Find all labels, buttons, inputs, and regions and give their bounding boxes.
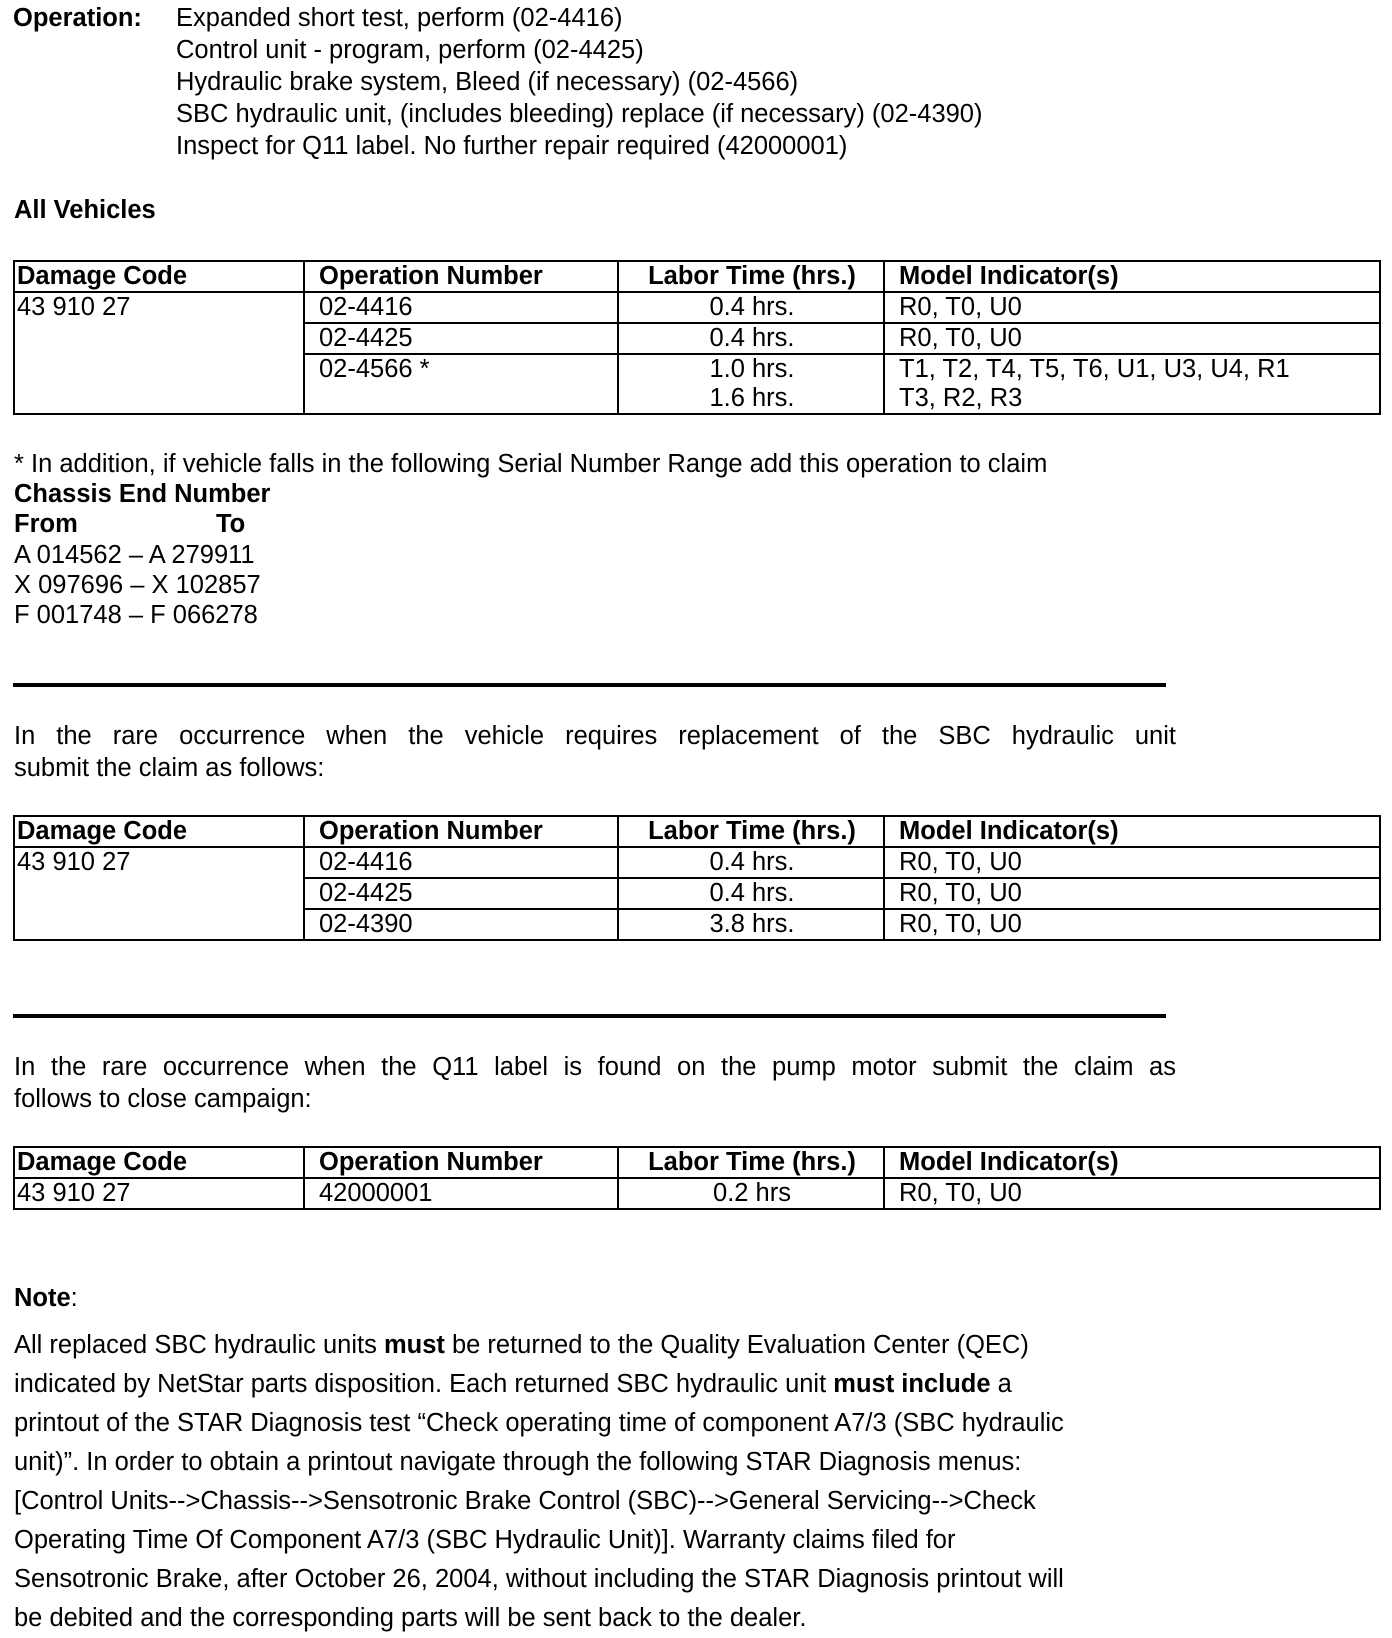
note-heading — [14, 1282, 78, 1314]
note-emphasis: must include — [833, 1370, 991, 1398]
labor-time-cell: 3.8 hrs. — [618, 909, 884, 940]
to-label: To — [216, 510, 246, 538]
header-model-indicators: Model Indicator(s) — [884, 261, 1380, 292]
table-row — [14, 1178, 1380, 1209]
table-row — [14, 847, 1380, 878]
header-damage-code: Damage Code — [14, 261, 304, 292]
labor-time-cell: 0.4 hrs. — [618, 292, 884, 323]
operation-label: Operation: — [13, 4, 142, 32]
note-text: indicated by NetStar parts disposition. Each returned SBC hydraulic unit — [14, 1370, 834, 1398]
model-indicators-value: T1, T2, T4, T5, T6, U1, U3, U4, R1 — [899, 355, 1290, 383]
paragraph-line: In the rare occurrence when the vehicle requires replacement of the SBC hydraulic unit — [14, 722, 1176, 750]
note-text: All replaced SBC hydraulic units — [14, 1331, 384, 1359]
serial-range: X 097696 – X 102857 — [14, 571, 261, 599]
model-indicators-cell: R0, T0, U0 — [884, 847, 1380, 878]
all-vehicles-heading: All Vehicles — [14, 196, 156, 224]
damage-code-cell: 43 910 27 — [14, 1178, 304, 1209]
note-text: be returned to the Quality Evaluation Center (QEC) — [444, 1331, 1029, 1359]
model-indicators-cell — [884, 354, 1380, 414]
header-labor-time: Labor Time (hrs.) — [618, 816, 884, 847]
header-operation-number: Operation Number — [304, 816, 618, 847]
labor-time-cell: 0.4 hrs. — [618, 847, 884, 878]
paragraph-line: submit the claim as follows: — [14, 754, 325, 782]
note-text: a — [990, 1370, 1012, 1398]
serial-range: A 014562 – A 279911 — [14, 541, 255, 569]
note-heading-colon: : — [70, 1284, 78, 1312]
model-indicators-cell: R0, T0, U0 — [884, 878, 1380, 909]
damage-code-cell: 43 910 27 — [14, 292, 304, 414]
paragraph-line: In the rare occurrence when the Q11 label is found on the pump motor submit the claim as — [14, 1053, 1176, 1081]
note-line — [14, 1326, 1194, 1365]
operation-number-cell: 02-4566 * — [304, 354, 618, 414]
header-labor-time: Labor Time (hrs.) — [618, 1147, 884, 1178]
q11-instructions — [14, 1051, 1176, 1115]
header-model-indicators: Model Indicator(s) — [884, 816, 1380, 847]
table-header-row — [14, 1147, 1380, 1178]
paragraph-line: follows to close campaign: — [14, 1085, 312, 1113]
claim-table-replacement — [13, 815, 1381, 941]
operation-item: Hydraulic brake system, Bleed (if necessary) (02-4566) — [176, 68, 799, 96]
from-label: From — [14, 510, 78, 538]
note-line: unit)”. In order to obtain a printout navigate through the following STAR Diagnosis menus: — [14, 1448, 1022, 1476]
section-divider — [13, 683, 1166, 687]
model-indicators-cell: R0, T0, U0 — [884, 1178, 1380, 1209]
serial-range-note: * In addition, if vehicle falls in the following Serial Number Range add this operation to claim — [14, 450, 1048, 478]
header-damage-code: Damage Code — [14, 816, 304, 847]
header-operation-number: Operation Number — [304, 261, 618, 292]
header-operation-number: Operation Number — [304, 1147, 618, 1178]
note-line — [14, 1365, 1194, 1404]
operation-number-cell: 02-4390 — [304, 909, 618, 940]
operation-item: Expanded short test, perform (02-4416) — [176, 4, 623, 32]
labor-time-cell: 0.4 hrs. — [618, 878, 884, 909]
operation-number-cell: 42000001 — [304, 1178, 618, 1209]
section-divider — [13, 1014, 1166, 1018]
operation-number-cell: 02-4425 — [304, 878, 618, 909]
table-row — [14, 292, 1380, 323]
header-labor-time: Labor Time (hrs.) — [618, 261, 884, 292]
note-heading-text: Note — [14, 1284, 71, 1312]
header-damage-code: Damage Code — [14, 1147, 304, 1178]
header-model-indicators: Model Indicator(s) — [884, 1147, 1380, 1178]
note-line: Sensotronic Brake, after October 26, 2004, without including the STAR Diagnosis printout will — [14, 1565, 1064, 1593]
serial-range: F 001748 – F 066278 — [14, 601, 258, 629]
model-indicators-cell: R0, T0, U0 — [884, 909, 1380, 940]
note-line: printout of the STAR Diagnosis test “Check operating time of component A7/3 (SBC hydraulic — [14, 1409, 1064, 1437]
labor-time-cell: 0.2 hrs — [618, 1178, 884, 1209]
claim-table-all-vehicles — [13, 260, 1381, 415]
note-line: Operating Time Of Component A7/3 (SBC Hydraulic Unit)]. Warranty claims filed for — [14, 1526, 956, 1554]
chassis-end-number-heading: Chassis End Number — [14, 480, 271, 508]
replacement-instructions — [14, 720, 1176, 784]
model-indicators-value: T3, R2, R3 — [899, 384, 1023, 412]
operation-number-cell: 02-4416 — [304, 847, 618, 878]
operation-item: Inspect for Q11 label. No further repair required (42000001) — [176, 132, 848, 160]
labor-time-value: 1.0 hrs. — [709, 355, 795, 383]
labor-time-value: 1.6 hrs. — [709, 384, 795, 412]
operation-number-cell: 02-4416 — [304, 292, 618, 323]
labor-time-cell: 0.4 hrs. — [618, 323, 884, 354]
note-paragraph — [14, 1326, 1194, 1638]
operation-item: Control unit - program, perform (02-4425) — [176, 36, 644, 64]
operation-list — [176, 2, 982, 162]
table-header-row — [14, 261, 1380, 292]
table-header-row — [14, 816, 1380, 847]
model-indicators-cell: R0, T0, U0 — [884, 292, 1380, 323]
model-indicators-cell: R0, T0, U0 — [884, 323, 1380, 354]
note-line: be debited and the corresponding parts will be sent back to the dealer. — [14, 1604, 807, 1632]
operation-item: SBC hydraulic unit, (includes bleeding) replace (if necessary) (02-4390) — [176, 100, 983, 128]
labor-time-cell — [618, 354, 884, 414]
damage-code-cell: 43 910 27 — [14, 847, 304, 940]
note-line: [Control Units-->Chassis-->Sensotronic Brake Control (SBC)-->General Servicing-->Check — [14, 1487, 1036, 1515]
note-emphasis: must — [383, 1331, 445, 1359]
operation-number-cell: 02-4425 — [304, 323, 618, 354]
claim-table-q11 — [13, 1146, 1381, 1210]
